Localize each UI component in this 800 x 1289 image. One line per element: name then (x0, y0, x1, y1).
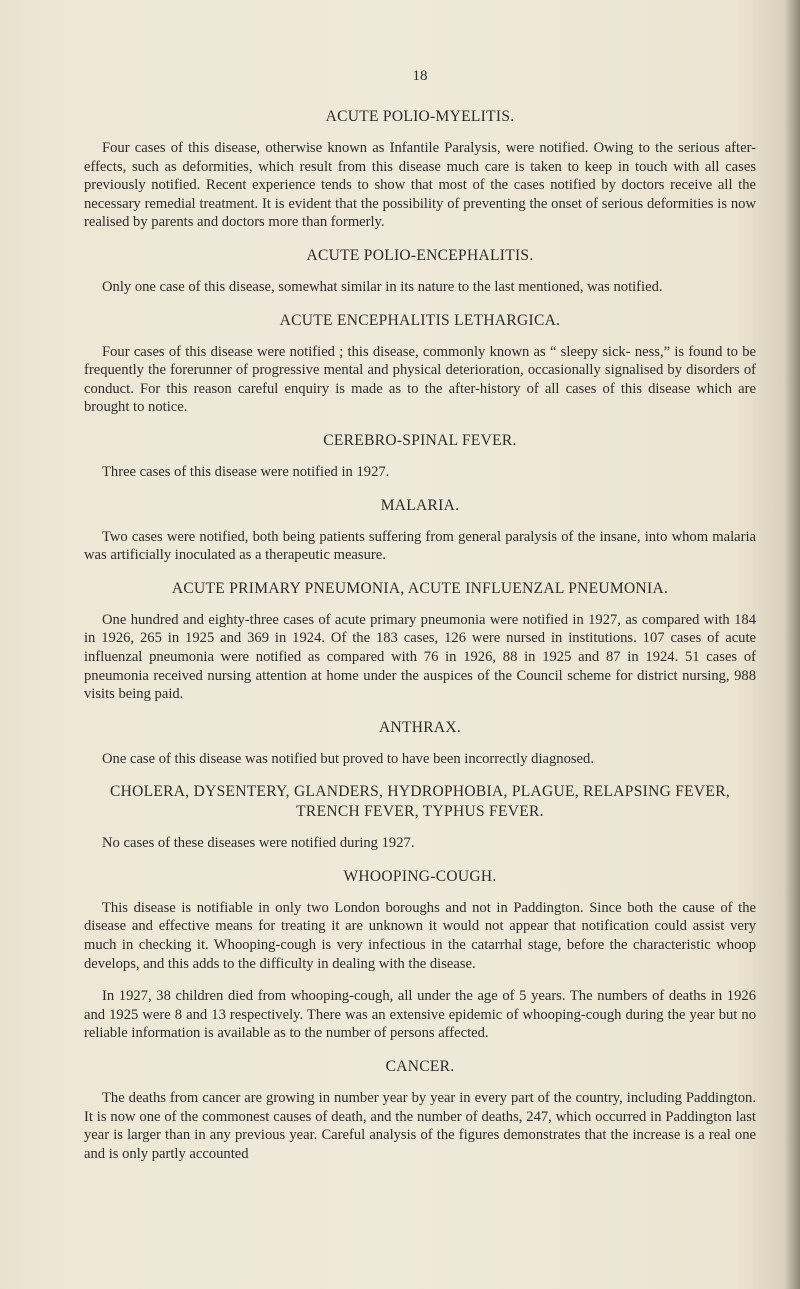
section-heading-malaria: MALARIA. (380, 496, 460, 514)
paragraph: No cases of these diseases were notified during 1927. (102, 835, 415, 852)
paragraph: Four cases of this disease were notified ; this disease, commonly known as “ sleepy sick- ness,” is found to be frequently the forerunner of progressive mental and physical deterioration, occasionally signalised by disorders of conduct. For this reason careful enquiry is made as to the after-history of all cases of this disease which are brought to notice. (84, 343, 756, 416)
paragraph: One case of this disease was notified but proved to have been incorrectly diagnosed. (102, 750, 594, 767)
section-heading-cerebro-spinal-fever: CEREBRO-SPINAL FEVER. (323, 431, 517, 449)
paragraph: Only one case of this disease, somewhat similar in its nature to the last mentioned, was notified. (102, 278, 663, 295)
paragraph: This disease is notifiable in only two London boroughs and not in Paddington. Since both the cause of the disease and effective means for treating it are unknown it would not appear that notification could assist very much in checking it. Whooping-cough is very infectious in the catarrhal stage, before the characteristic whoop develops, and this adds to the difficulty in dealing with the disease. (84, 899, 756, 972)
paragraph: The deaths from cancer are growing in number year by year in every part of the country, including Paddington. It is now one of the commonest causes of death, and the number of deaths, 247, which occurred in Paddington last year is larger than in any previous year. Careful analysis of the figures demonstrates that the increase is a real one and is only partly accounted (84, 1090, 756, 1162)
paragraph: One hundred and eighty-three cases of acute primary pneumonia were notified in 1927, as compared with 184 in 1926, 265 in 1925 and 369 in 1924. Of the 183 cases, 126 were nursed in institutions. 107 cases of acute influenzal pneumonia were notified as compared with 76 in 1926, 88 in 1925 and 87 in 1924. 51 cases of pneumonia received nursing attention at home under the auspices of the Council scheme for district nursing, 988 visits being paid. (84, 611, 756, 703)
paragraph: Three cases of this disease were notified in 1927. (102, 463, 390, 480)
section-heading-cholera-group: CHOLERA, DYSENTERY, GLANDERS, HYDROPHOBIA, PLAGUE, RELAPSING FEVER, TRENCH FEVER, TYPHUS FEVER. (109, 783, 731, 821)
paragraph: In 1927, 38 children died from whooping-cough, all under the age of 5 years. The numbers of deaths in 1926 and 1925 were 8 and 13 respectively. There was an extensive epidemic of whooping-cough during the year but no reliable information is available as to the number of persons affected. (84, 988, 756, 1042)
page-content (84, 68, 756, 1177)
section-heading-pneumonia: ACUTE PRIMARY PNEUMONIA, ACUTE INFLUENZAL PNEUMONIA. (171, 579, 669, 597)
section-heading-whooping-cough: WHOOPING-COUGH. (343, 867, 497, 885)
page-number: 18 (412, 68, 428, 84)
section-heading-encephalitis-lethargica: ACUTE ENCEPHALITIS LETHARGICA. (279, 311, 561, 329)
section-heading-polio-encephalitis: ACUTE POLIO-ENCEPHALITIS. (306, 246, 534, 264)
paragraph: Two cases were notified, both being patients suffering from general paralysis of the insane, into whom malaria was artificially inoculated as a therapeutic measure. (84, 528, 756, 564)
section-heading-polio-myelitis: ACUTE POLIO-MYELITIS. (325, 108, 515, 125)
section-heading-cancer: CANCER. (385, 1058, 455, 1076)
section-heading-anthrax: ANTHRAX. (378, 718, 462, 736)
paragraph: Four cases of this disease, otherwise known as Infantile Paralysis, were notified. Owing to the serious after-effects, such as deformities, which result from this disease much care is taken to keep in touch with all cases previously notified. Recent experience tends to show that most of the cases notified by doctors receive all the necessary remedial treatment. It is evident that the possibility of preventing the onset of serious deformities is now realised by parents and doctors more than formerly. (84, 140, 756, 231)
